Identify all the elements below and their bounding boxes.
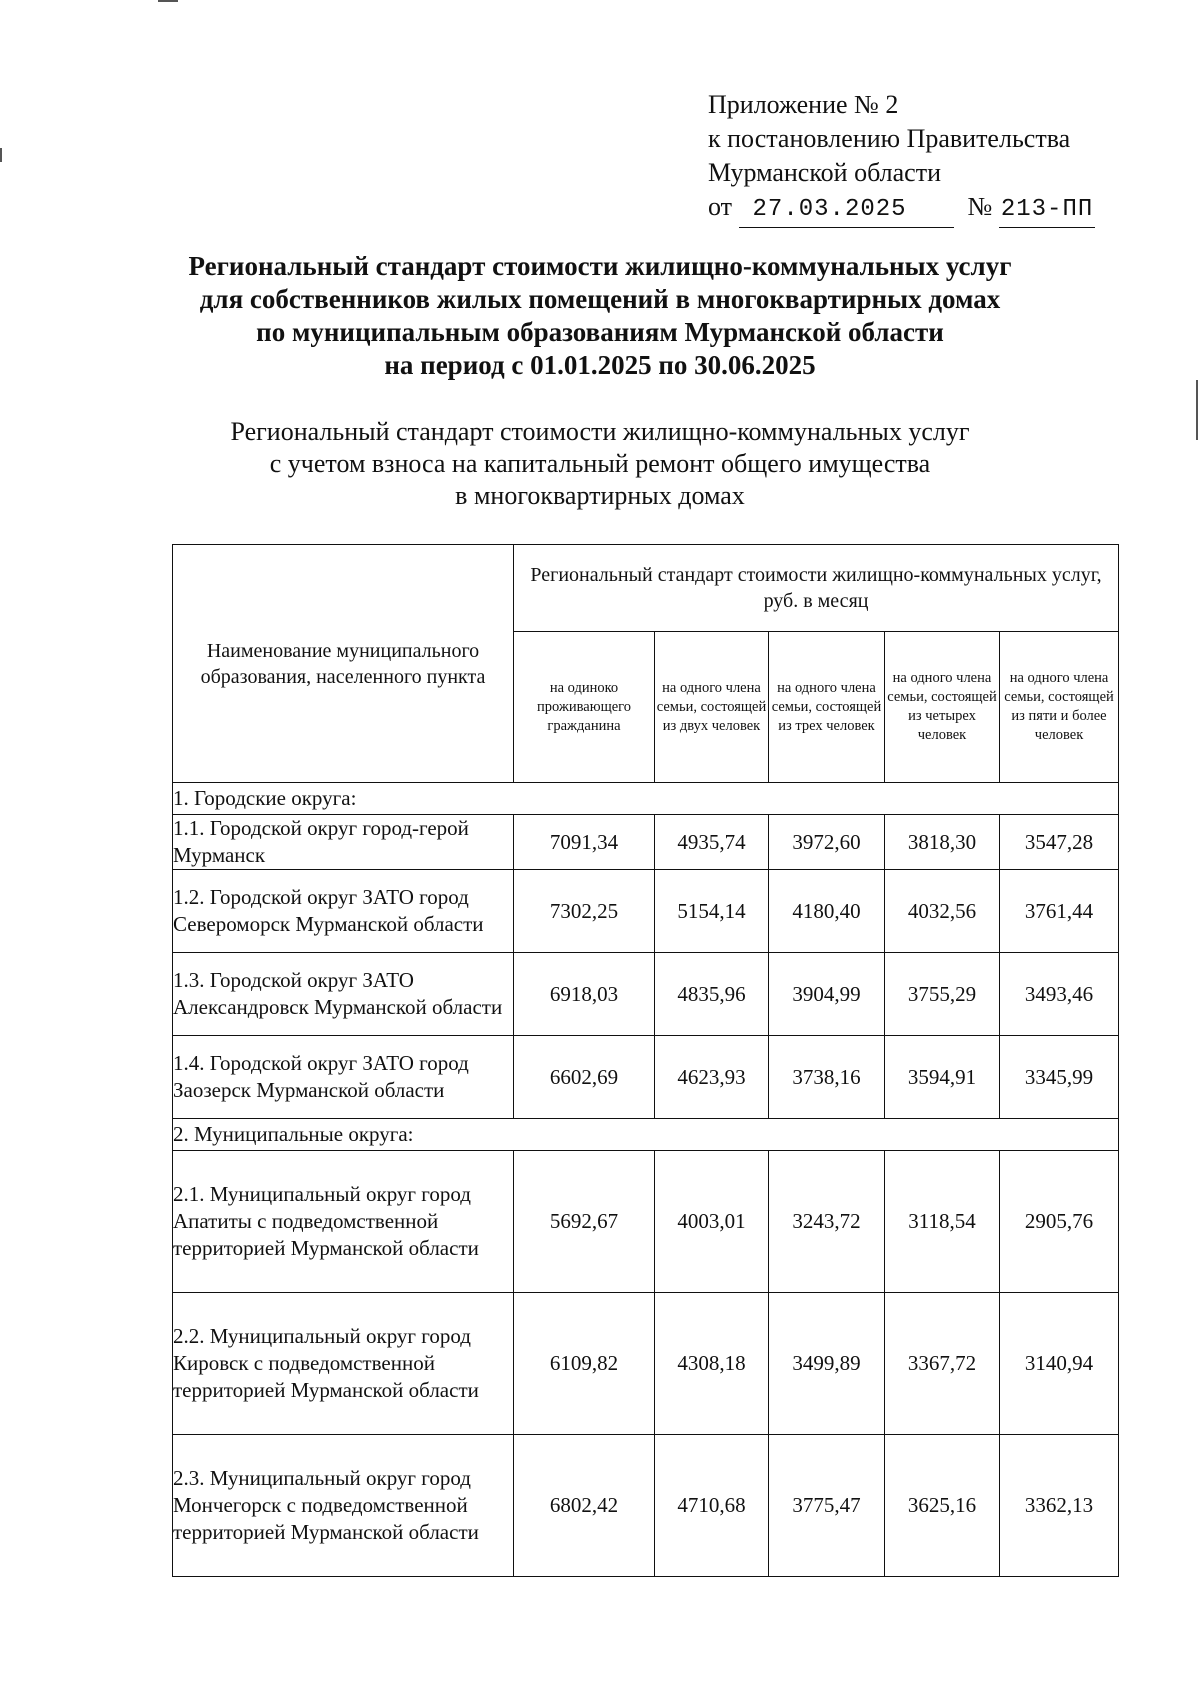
value-cell: 4710,68 <box>655 1435 769 1577</box>
column-header-family-of-three: на одного члена семьи, состоящей из трех человек <box>769 632 885 783</box>
value-cell: 3818,30 <box>885 815 1000 870</box>
column-header-family-of-two: на одного члена семьи, состоящей из двух человек <box>655 632 769 783</box>
row-name: 2.1. Муниципальный округ город Апатиты с подведомственной территорией Мурманской области <box>173 1151 514 1293</box>
value-cell: 2905,76 <box>1000 1151 1119 1293</box>
table-row <box>173 1293 1119 1435</box>
title-line: на период с 01.01.2025 по 30.06.2025 <box>384 350 816 380</box>
document-title <box>120 250 1080 382</box>
subtitle-line: с учетом взноса на капитальный ремонт общего имущества <box>269 449 931 478</box>
scan-mark-right <box>1196 380 1198 440</box>
section-row <box>173 783 1119 815</box>
value-cell: 3547,28 <box>1000 815 1119 870</box>
date-prefix: от <box>708 192 733 221</box>
appendix-region: Мурманской области <box>708 158 941 187</box>
value-cell: 7302,25 <box>514 870 655 953</box>
table-row <box>173 1151 1119 1293</box>
value-cell: 6109,82 <box>514 1293 655 1435</box>
value-cell: 4623,93 <box>655 1036 769 1119</box>
row-name: 2.2. Муниципальный округ город Кировск с подведомственной территорией Мурманской области <box>173 1293 514 1435</box>
scan-mark-top <box>158 0 178 2</box>
value-cell: 4180,40 <box>769 870 885 953</box>
value-cell: 4003,01 <box>655 1151 769 1293</box>
value-cell: 3345,99 <box>1000 1036 1119 1119</box>
value-cell: 3761,44 <box>1000 870 1119 953</box>
column-header-name: Наименование муниципального образования, населенного пункта <box>173 545 514 783</box>
cost-standard-table <box>172 544 1119 1577</box>
title-line: по муниципальным образованиям Мурманской области <box>256 317 944 347</box>
value-cell: 5692,67 <box>514 1151 655 1293</box>
value-cell: 3118,54 <box>885 1151 1000 1293</box>
row-name: 1.3. Городской округ ЗАТО Александровск Мурманской области <box>173 953 514 1036</box>
section-title: 2. Муниципальные округа: <box>173 1119 1119 1151</box>
table-row <box>173 953 1119 1036</box>
row-name: 1.2. Городской округ ЗАТО город Североморск Мурманской области <box>173 870 514 953</box>
column-header-group: Региональный стандарт стоимости жилищно-коммунальных услуг, руб. в месяц <box>514 545 1119 632</box>
subtitle-line: в многоквартирных домах <box>455 481 745 510</box>
value-cell: 3499,89 <box>769 1293 885 1435</box>
appendix-decree: к постановлению Правительства <box>708 124 1071 153</box>
value-cell: 7091,34 <box>514 815 655 870</box>
subtitle-line: Региональный стандарт стоимости жилищно-коммунальных услуг <box>230 417 970 446</box>
decree-date: 27.03.2025 <box>739 193 954 228</box>
value-cell: 5154,14 <box>655 870 769 953</box>
document-subtitle <box>150 416 1050 512</box>
column-header-family-of-five-plus: на одного члена семьи, состоящей из пяти и более человек <box>1000 632 1119 783</box>
value-cell: 3775,47 <box>769 1435 885 1577</box>
row-name: 1.1. Городской округ город-герой Мурманск <box>173 815 514 870</box>
value-cell: 3243,72 <box>769 1151 885 1293</box>
value-cell: 3972,60 <box>769 815 885 870</box>
value-cell: 3493,46 <box>1000 953 1119 1036</box>
table-row <box>173 815 1119 870</box>
section-title: 1. Городские округа: <box>173 783 1119 815</box>
number-prefix: № <box>967 192 993 221</box>
appendix-date-line <box>708 190 1148 228</box>
title-line: для собственников жилых помещений в многоквартирных домах <box>199 284 1001 314</box>
column-header-single: на одиноко проживающего гражданина <box>514 632 655 783</box>
value-cell: 3362,13 <box>1000 1435 1119 1577</box>
value-cell: 4032,56 <box>885 870 1000 953</box>
table-row <box>173 1435 1119 1577</box>
row-name: 2.3. Муниципальный округ город Мончегорск с подведомственной территорией Мурманской области <box>173 1435 514 1577</box>
table-header-row <box>173 545 1119 632</box>
value-cell: 6802,42 <box>514 1435 655 1577</box>
section-row <box>173 1119 1119 1151</box>
value-cell: 4308,18 <box>655 1293 769 1435</box>
value-cell: 3625,16 <box>885 1435 1000 1577</box>
row-name: 1.4. Городской округ ЗАТО город Заозерск Мурманской области <box>173 1036 514 1119</box>
value-cell: 4835,96 <box>655 953 769 1036</box>
title-line: Региональный стандарт стоимости жилищно-коммунальных услуг <box>188 251 1012 281</box>
scan-mark-left <box>0 148 2 162</box>
value-cell: 3755,29 <box>885 953 1000 1036</box>
value-cell: 3367,72 <box>885 1293 1000 1435</box>
value-cell: 3904,99 <box>769 953 885 1036</box>
table-row <box>173 870 1119 953</box>
value-cell: 3140,94 <box>1000 1293 1119 1435</box>
appendix-title: Приложение № 2 <box>708 90 899 119</box>
value-cell: 3594,91 <box>885 1036 1000 1119</box>
value-cell: 3738,16 <box>769 1036 885 1119</box>
table-row <box>173 1036 1119 1119</box>
appendix-block <box>708 88 1148 228</box>
decree-number: 213-ПП <box>999 193 1095 228</box>
column-header-family-of-four: на одного члена семьи, состоящей из четырех человек <box>885 632 1000 783</box>
value-cell: 6918,03 <box>514 953 655 1036</box>
value-cell: 6602,69 <box>514 1036 655 1119</box>
value-cell: 4935,74 <box>655 815 769 870</box>
